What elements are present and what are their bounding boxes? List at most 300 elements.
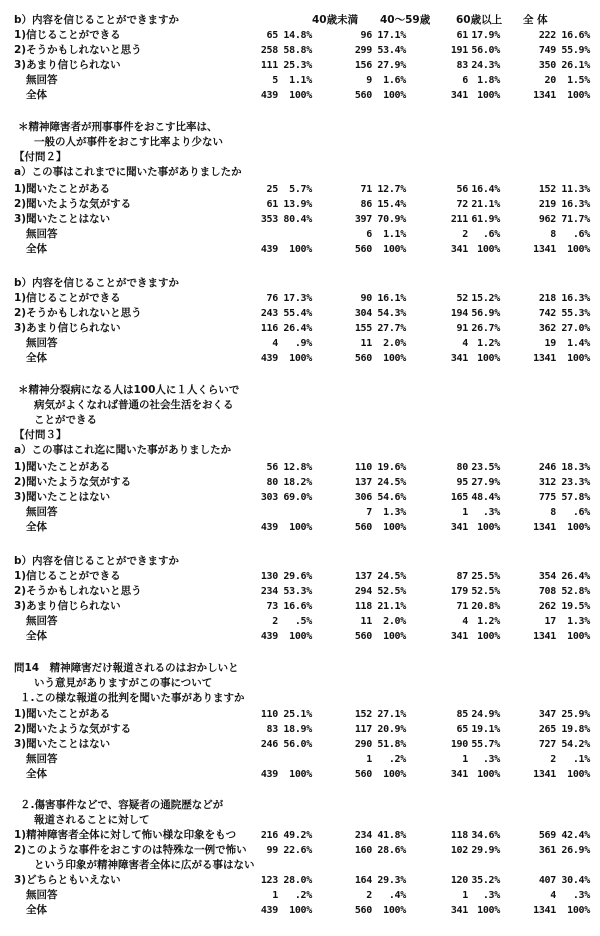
count-cell: 354 — [538, 571, 556, 582]
row-label: 無回答 — [26, 615, 58, 627]
count-cell: 312 — [538, 477, 556, 488]
percent-cell: 55.9% — [561, 45, 590, 56]
percent-cell: 100% — [477, 90, 500, 101]
table-row — [0, 14, 600, 27]
percent-cell: 1.2% — [477, 616, 500, 627]
count-cell: 1341 — [533, 905, 556, 916]
row-label: 無回答 — [26, 74, 58, 86]
percent-cell: 55.7% — [471, 739, 500, 750]
percent-cell: 53.3% — [283, 586, 312, 597]
row-label: 病気がよくなれば普通の社会生活をおくる — [34, 399, 234, 411]
count-cell: 118 — [450, 830, 468, 841]
percent-cell: 11.3% — [561, 184, 590, 195]
table-row — [0, 213, 600, 226]
percent-cell: 18.2% — [283, 477, 312, 488]
percent-cell: 24.3% — [471, 60, 500, 71]
percent-cell: 100% — [383, 90, 406, 101]
count-cell: 560 — [354, 769, 372, 780]
table-row — [0, 322, 600, 335]
column-header: 全 体 — [523, 14, 548, 26]
count-cell: 123 — [260, 875, 278, 886]
percent-cell: 100% — [383, 905, 406, 916]
table-row — [0, 352, 600, 365]
percent-cell: 27.0% — [561, 323, 590, 334]
percent-cell: 100% — [477, 631, 500, 642]
percent-cell: 29.6% — [283, 571, 312, 582]
percent-cell: 16.4% — [471, 184, 500, 195]
percent-cell: 1.6% — [383, 75, 406, 86]
count-cell: 87 — [456, 571, 468, 582]
table-row — [0, 183, 600, 196]
count-cell: 194 — [450, 308, 468, 319]
count-cell: 9 — [366, 75, 372, 86]
row-label: 1)聞いたことがある — [14, 708, 111, 720]
percent-cell: 28.0% — [283, 875, 312, 886]
percent-cell: 100% — [567, 631, 590, 642]
table-row — [0, 414, 600, 427]
percent-cell: 25.3% — [283, 60, 312, 71]
row-label: 1)精神障害者全体に対して怖い様な印象をもつ — [14, 829, 237, 841]
percent-cell: 18.9% — [283, 724, 312, 735]
count-cell: 20 — [544, 75, 556, 86]
count-cell: 4 — [550, 890, 556, 901]
row-label: 無回答 — [26, 889, 58, 901]
table-row — [0, 44, 600, 57]
percent-cell: 23.5% — [471, 462, 500, 473]
table-row — [0, 753, 600, 766]
table-row — [0, 307, 600, 320]
percent-cell: 2.0% — [383, 616, 406, 627]
percent-cell: 100% — [383, 353, 406, 364]
percent-cell: 56.0% — [471, 45, 500, 56]
count-cell: 118 — [354, 601, 372, 612]
percent-cell: 61.9% — [471, 214, 500, 225]
count-cell: 1 — [462, 754, 468, 765]
count-cell: 8 — [550, 507, 556, 518]
count-cell: 155 — [354, 323, 372, 334]
count-cell: 56 — [456, 184, 468, 195]
percent-cell: 26.4% — [561, 571, 590, 582]
row-label: 無回答 — [26, 228, 58, 240]
count-cell: 7 — [366, 507, 372, 518]
count-cell: 439 — [260, 769, 278, 780]
count-cell: 341 — [450, 522, 468, 533]
percent-cell: 54.6% — [377, 492, 406, 503]
table-row — [0, 89, 600, 102]
table-row — [0, 384, 600, 397]
table-row — [0, 429, 600, 442]
percent-cell: 41.8% — [377, 830, 406, 841]
row-label: 2)このような事件をおこすのは特殊な一例で怖い — [14, 844, 247, 856]
count-cell: 2 — [272, 616, 278, 627]
table-row — [0, 585, 600, 598]
percent-cell: 100% — [567, 90, 590, 101]
percent-cell: 1.3% — [383, 507, 406, 518]
count-cell: 137 — [354, 477, 372, 488]
count-cell: 216 — [260, 830, 278, 841]
table-row — [0, 337, 600, 350]
percent-cell: .6% — [572, 229, 590, 240]
count-cell: 61 — [456, 30, 468, 41]
percent-cell: .3% — [572, 890, 590, 901]
percent-cell: 100% — [289, 353, 312, 364]
count-cell: 80 — [456, 462, 468, 473]
percent-cell: 27.7% — [377, 323, 406, 334]
table-row — [0, 859, 600, 872]
count-cell: 165 — [450, 492, 468, 503]
row-label: 3)聞いたことはない — [14, 213, 111, 225]
percent-cell: 19.6% — [377, 462, 406, 473]
table-row — [0, 228, 600, 241]
percent-cell: 56.0% — [283, 739, 312, 750]
percent-cell: 24.5% — [377, 477, 406, 488]
row-label: 1)聞いたことがある — [14, 461, 111, 473]
percent-cell: 17.9% — [471, 30, 500, 41]
percent-cell: 1.5% — [567, 75, 590, 86]
row-label: 【付問３】 — [14, 429, 67, 441]
count-cell: 439 — [260, 90, 278, 101]
count-cell: 17 — [544, 616, 556, 627]
percent-cell: 100% — [289, 905, 312, 916]
count-cell: 439 — [260, 631, 278, 642]
count-cell: 110 — [354, 462, 372, 473]
count-cell: 56 — [266, 462, 278, 473]
count-cell: 218 — [538, 293, 556, 304]
percent-cell: 100% — [567, 244, 590, 255]
table-row — [0, 600, 600, 613]
count-cell: 96 — [360, 30, 372, 41]
count-cell: 95 — [456, 477, 468, 488]
count-cell: 110 — [260, 709, 278, 720]
row-label: 報道されることに対して — [34, 814, 150, 826]
row-label: b）内容を信じることができますか — [14, 277, 180, 289]
percent-cell: 12.8% — [283, 462, 312, 473]
row-label: 2)聞いたような気がする — [14, 198, 132, 210]
percent-cell: 49.2% — [283, 830, 312, 841]
table-row — [0, 277, 600, 290]
count-cell: 290 — [354, 739, 372, 750]
percent-cell: .6% — [572, 507, 590, 518]
percent-cell: 15.4% — [377, 199, 406, 210]
percent-cell: 56.9% — [471, 308, 500, 319]
percent-cell: .3% — [482, 890, 500, 901]
percent-cell: 20.8% — [471, 601, 500, 612]
percent-cell: .6% — [482, 229, 500, 240]
count-cell: 211 — [450, 214, 468, 225]
table-row — [0, 874, 600, 887]
percent-cell: 71.7% — [561, 214, 590, 225]
row-label: a）この事はこれ迄に聞いた事がありましたか — [14, 444, 232, 456]
percent-cell: .2% — [388, 754, 406, 765]
count-cell: 179 — [450, 586, 468, 597]
percent-cell: 100% — [383, 769, 406, 780]
count-cell: 407 — [538, 875, 556, 886]
percent-cell: .4% — [388, 890, 406, 901]
count-cell: 1341 — [533, 90, 556, 101]
count-cell: 156 — [354, 60, 372, 71]
table-row — [0, 136, 600, 149]
percent-cell: 58.8% — [283, 45, 312, 56]
table-row — [0, 491, 600, 504]
count-cell: 341 — [450, 244, 468, 255]
percent-cell: 16.6% — [283, 601, 312, 612]
count-cell: 86 — [360, 199, 372, 210]
percent-cell: 48.4% — [471, 492, 500, 503]
count-cell: 4 — [462, 616, 468, 627]
percent-cell: 70.9% — [377, 214, 406, 225]
percent-cell: 19.5% — [561, 601, 590, 612]
count-cell: 560 — [354, 522, 372, 533]
count-cell: 191 — [450, 45, 468, 56]
row-label: 3)あまり信じられない — [14, 59, 121, 71]
count-cell: 190 — [450, 739, 468, 750]
table-row — [0, 151, 600, 164]
percent-cell: 20.9% — [377, 724, 406, 735]
count-cell: 246 — [538, 462, 556, 473]
percent-cell: 100% — [289, 244, 312, 255]
table-row — [0, 677, 600, 690]
percent-cell: .2% — [294, 890, 312, 901]
count-cell: 1 — [272, 890, 278, 901]
table-row — [0, 243, 600, 256]
percent-cell: 19.8% — [561, 724, 590, 735]
percent-cell: 100% — [383, 244, 406, 255]
percent-cell: 52.5% — [377, 586, 406, 597]
percent-cell: .1% — [572, 754, 590, 765]
count-cell: 341 — [450, 769, 468, 780]
percent-cell: 69.0% — [283, 492, 312, 503]
column-header: 40歳未満 — [312, 14, 359, 26]
percent-cell: 29.3% — [377, 875, 406, 886]
percent-cell: 16.1% — [377, 293, 406, 304]
row-label: 全体 — [26, 89, 47, 101]
table-row — [0, 844, 600, 857]
count-cell: 439 — [260, 353, 278, 364]
percent-cell: 52.8% — [561, 586, 590, 597]
count-cell: 727 — [538, 739, 556, 750]
row-label: 【付問２】 — [14, 151, 67, 163]
percent-cell: 55.3% — [561, 308, 590, 319]
table-row — [0, 829, 600, 842]
percent-cell: 15.2% — [471, 293, 500, 304]
table-row — [0, 506, 600, 519]
count-cell: 341 — [450, 905, 468, 916]
table-row — [0, 476, 600, 489]
row-label: 全体 — [26, 521, 47, 533]
count-cell: 397 — [354, 214, 372, 225]
percent-cell: 27.1% — [377, 709, 406, 720]
table-row — [0, 292, 600, 305]
count-cell: 99 — [266, 845, 278, 856]
count-cell: 361 — [538, 845, 556, 856]
row-label: 1)聞いたことがある — [14, 183, 111, 195]
percent-cell: .9% — [294, 338, 312, 349]
table-row — [0, 399, 600, 412]
row-label: 1)信じることができる — [14, 29, 121, 41]
row-label: 全体 — [26, 630, 47, 642]
count-cell: 120 — [450, 875, 468, 886]
count-cell: 708 — [538, 586, 556, 597]
percent-cell: 24.9% — [471, 709, 500, 720]
row-label: 3)あまり信じられない — [14, 322, 121, 334]
row-label: 2)聞いたような気がする — [14, 476, 132, 488]
table-row — [0, 799, 600, 812]
percent-cell: 57.8% — [561, 492, 590, 503]
count-cell: 152 — [538, 184, 556, 195]
percent-cell: 100% — [477, 522, 500, 533]
percent-cell: 24.5% — [377, 571, 406, 582]
row-label: 2)そうかもしれないと思う — [14, 44, 142, 56]
percent-cell: 13.9% — [283, 199, 312, 210]
count-cell: 347 — [538, 709, 556, 720]
count-cell: 742 — [538, 308, 556, 319]
count-cell: 4 — [272, 338, 278, 349]
table-row — [0, 738, 600, 751]
percent-cell: 100% — [289, 631, 312, 642]
count-cell: 560 — [354, 353, 372, 364]
row-label: ＊精神障害者が刑事事件をおこす比率は、 — [18, 121, 218, 133]
count-cell: 116 — [260, 323, 278, 334]
percent-cell: 26.1% — [561, 60, 590, 71]
table-row — [0, 692, 600, 705]
count-cell: 1341 — [533, 522, 556, 533]
count-cell: 569 — [538, 830, 556, 841]
percent-cell: 27.9% — [377, 60, 406, 71]
count-cell: 350 — [538, 60, 556, 71]
percent-cell: 1.1% — [289, 75, 312, 86]
row-label: という印象が精神障害者全体に広がる事はない — [34, 859, 255, 871]
count-cell: 111 — [260, 60, 278, 71]
count-cell: 91 — [456, 323, 468, 334]
count-cell: 1 — [462, 890, 468, 901]
percent-cell: 55.4% — [283, 308, 312, 319]
table-row — [0, 555, 600, 568]
row-label: ことができる — [34, 414, 97, 426]
percent-cell: 30.4% — [561, 875, 590, 886]
row-label: 2)聞いたような気がする — [14, 723, 132, 735]
row-label: 全体 — [26, 768, 47, 780]
percent-cell: .5% — [294, 616, 312, 627]
count-cell: 222 — [538, 30, 556, 41]
table-row — [0, 74, 600, 87]
count-cell: 102 — [450, 845, 468, 856]
percent-cell: 100% — [383, 522, 406, 533]
table-row — [0, 889, 600, 902]
percent-cell: 100% — [567, 353, 590, 364]
table-row — [0, 615, 600, 628]
count-cell: 341 — [450, 353, 468, 364]
table-row — [0, 630, 600, 643]
count-cell: 439 — [260, 244, 278, 255]
table-row — [0, 59, 600, 72]
count-cell: 306 — [354, 492, 372, 503]
percent-cell: 51.8% — [377, 739, 406, 750]
count-cell: 353 — [260, 214, 278, 225]
percent-cell: 21.1% — [471, 199, 500, 210]
percent-cell: 100% — [477, 905, 500, 916]
row-label: 1)信じることができる — [14, 292, 121, 304]
percent-cell: 100% — [567, 769, 590, 780]
count-cell: 2 — [366, 890, 372, 901]
row-label: ２.傷害事件などで、容疑者の通院歴などが — [20, 799, 224, 811]
table-row — [0, 814, 600, 827]
table-row — [0, 198, 600, 211]
count-cell: 11 — [360, 616, 372, 627]
table-row — [0, 708, 600, 721]
percent-cell: 100% — [477, 244, 500, 255]
count-cell: 19 — [544, 338, 556, 349]
percent-cell: 16.3% — [561, 293, 590, 304]
count-cell: 164 — [354, 875, 372, 886]
row-label: ＊精神分裂病になる人は100人に１人くらいで — [18, 384, 240, 396]
percent-cell: 1.3% — [567, 616, 590, 627]
percent-cell: 29.9% — [471, 845, 500, 856]
percent-cell: 80.4% — [283, 214, 312, 225]
count-cell: 160 — [354, 845, 372, 856]
column-header: 40～59歳 — [380, 14, 431, 26]
count-cell: 1341 — [533, 631, 556, 642]
row-label: 一般の人が事件をおこす比率より少ない — [34, 136, 223, 148]
row-label: 3)どちらともいえない — [14, 874, 121, 886]
percent-cell: 27.9% — [471, 477, 500, 488]
percent-cell: 18.3% — [561, 462, 590, 473]
count-cell: 560 — [354, 90, 372, 101]
count-cell: 265 — [538, 724, 556, 735]
count-cell: 362 — [538, 323, 556, 334]
percent-cell: 25.9% — [561, 709, 590, 720]
table-row — [0, 723, 600, 736]
percent-cell: 14.8% — [283, 30, 312, 41]
percent-cell: 100% — [289, 90, 312, 101]
count-cell: 76 — [266, 293, 278, 304]
row-label: 2)そうかもしれないと思う — [14, 307, 142, 319]
percent-cell: 26.9% — [561, 845, 590, 856]
row-label: 全体 — [26, 243, 47, 255]
percent-cell: 54.3% — [377, 308, 406, 319]
count-cell: 80 — [266, 477, 278, 488]
count-cell: 1 — [462, 507, 468, 518]
count-cell: 304 — [354, 308, 372, 319]
row-label: 問14 精神障害だけ報道されるのはおかしいと — [14, 662, 239, 674]
count-cell: 117 — [354, 724, 372, 735]
percent-cell: 16.3% — [561, 199, 590, 210]
count-cell: 560 — [354, 244, 372, 255]
row-label: 無回答 — [26, 506, 58, 518]
count-cell: 65 — [456, 724, 468, 735]
percent-cell: 16.6% — [561, 30, 590, 41]
count-cell: 243 — [260, 308, 278, 319]
percent-cell: 100% — [477, 769, 500, 780]
table-row — [0, 662, 600, 675]
percent-cell: 100% — [289, 769, 312, 780]
count-cell: 90 — [360, 293, 372, 304]
count-cell: 72 — [456, 199, 468, 210]
percent-cell: 17.3% — [283, 293, 312, 304]
count-cell: 2 — [550, 754, 556, 765]
count-cell: 65 — [266, 30, 278, 41]
count-cell: 749 — [538, 45, 556, 56]
count-cell: 71 — [360, 184, 372, 195]
percent-cell: 5.7% — [289, 184, 312, 195]
count-cell: 234 — [354, 830, 372, 841]
row-label: 無回答 — [26, 753, 58, 765]
row-label: 3)聞いたことはない — [14, 738, 111, 750]
count-cell: 73 — [266, 601, 278, 612]
percent-cell: 1.1% — [383, 229, 406, 240]
percent-cell: 28.6% — [377, 845, 406, 856]
percent-cell: .3% — [482, 754, 500, 765]
count-cell: 560 — [354, 631, 372, 642]
